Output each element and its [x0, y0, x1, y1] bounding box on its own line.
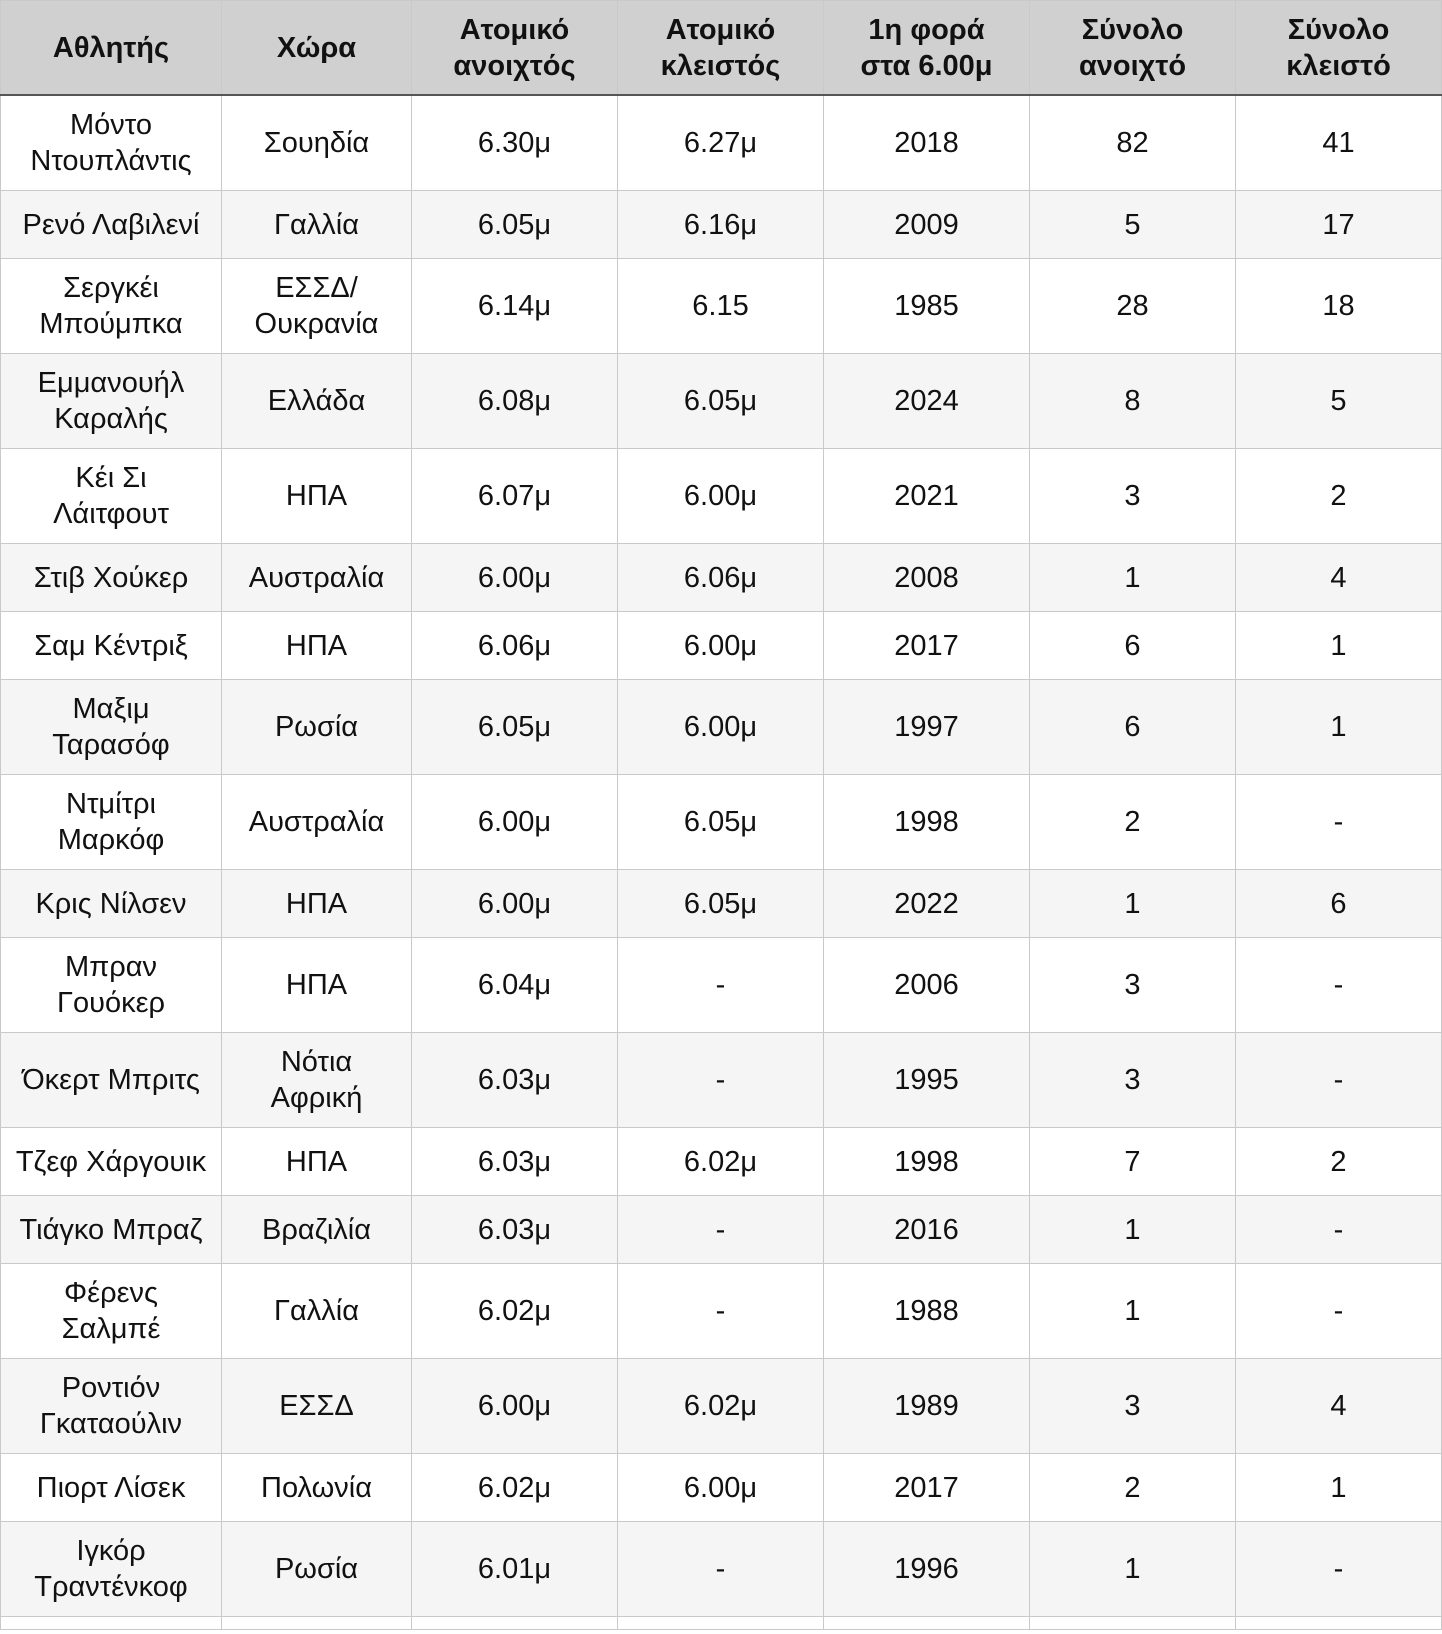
- cell-country: Νότια Αφρική: [222, 1033, 412, 1128]
- table-row: [1, 1359, 1442, 1454]
- cell-empty: [824, 1617, 1030, 1630]
- cell-personal-best-indoor: -: [618, 1264, 824, 1359]
- cell-personal-best-outdoor: 6.00μ: [412, 775, 618, 870]
- cell-country: ΗΠΑ: [222, 870, 412, 938]
- cell-total-outdoor: 2: [1030, 1454, 1236, 1522]
- cell-first-time-6m: 1996: [824, 1522, 1030, 1617]
- cell-empty: [222, 1617, 412, 1630]
- cell-total-indoor: -: [1236, 938, 1442, 1033]
- cell-total-outdoor: 3: [1030, 1033, 1236, 1128]
- cell-country: Σουηδία: [222, 95, 412, 191]
- cell-country: ΗΠΑ: [222, 612, 412, 680]
- cell-personal-best-outdoor: 6.07μ: [412, 449, 618, 544]
- cell-personal-best-outdoor: 6.03μ: [412, 1128, 618, 1196]
- table-row: [1, 354, 1442, 449]
- table-row: [1, 612, 1442, 680]
- cell-total-outdoor: 3: [1030, 1359, 1236, 1454]
- cell-country: ΗΠΑ: [222, 1128, 412, 1196]
- table-row: [1, 544, 1442, 612]
- table-row: [1, 259, 1442, 354]
- cell-personal-best-indoor: -: [618, 1033, 824, 1128]
- cell-total-outdoor: 1: [1030, 1196, 1236, 1264]
- cell-personal-best-outdoor: 6.05μ: [412, 680, 618, 775]
- cell-personal-best-indoor: 6.05μ: [618, 775, 824, 870]
- table-row: [1, 449, 1442, 544]
- table-row-partial: [1, 1617, 1442, 1630]
- cell-personal-best-outdoor: 6.03μ: [412, 1196, 618, 1264]
- cell-total-outdoor: 28: [1030, 259, 1236, 354]
- cell-athlete: Κρις Νίλσεν: [1, 870, 222, 938]
- cell-empty: [618, 1617, 824, 1630]
- cell-personal-best-outdoor: 6.03μ: [412, 1033, 618, 1128]
- cell-personal-best-indoor: 6.05μ: [618, 354, 824, 449]
- cell-total-outdoor: 3: [1030, 938, 1236, 1033]
- cell-athlete: Εμμανουήλ Καραλής: [1, 354, 222, 449]
- column-header-athlete: Αθλητής: [1, 1, 222, 96]
- cell-country: Γαλλία: [222, 1264, 412, 1359]
- table-row: [1, 1196, 1442, 1264]
- cell-first-time-6m: 2016: [824, 1196, 1030, 1264]
- cell-athlete: Μόντο Ντουπλάντις: [1, 95, 222, 191]
- cell-personal-best-indoor: 6.16μ: [618, 191, 824, 259]
- cell-total-indoor: -: [1236, 1196, 1442, 1264]
- cell-country: Ρωσία: [222, 1522, 412, 1617]
- column-header-personal-best-outdoor: Ατομικό ανοιχτός: [412, 1, 618, 96]
- cell-empty: [1, 1617, 222, 1630]
- table-row: [1, 1454, 1442, 1522]
- cell-country: ΕΣΣΔ: [222, 1359, 412, 1454]
- cell-first-time-6m: 1998: [824, 775, 1030, 870]
- cell-athlete: Φέρενς Σαλμπέ: [1, 1264, 222, 1359]
- cell-personal-best-indoor: 6.27μ: [618, 95, 824, 191]
- cell-first-time-6m: 2017: [824, 612, 1030, 680]
- cell-total-outdoor: 1: [1030, 1522, 1236, 1617]
- cell-personal-best-indoor: 6.02μ: [618, 1128, 824, 1196]
- table-row: [1, 1128, 1442, 1196]
- cell-personal-best-indoor: -: [618, 1522, 824, 1617]
- cell-total-outdoor: 1: [1030, 870, 1236, 938]
- table-row: [1, 191, 1442, 259]
- cell-athlete: Ρενό Λαβιλενί: [1, 191, 222, 259]
- cell-first-time-6m: 2018: [824, 95, 1030, 191]
- cell-first-time-6m: 1988: [824, 1264, 1030, 1359]
- cell-personal-best-outdoor: 6.02μ: [412, 1454, 618, 1522]
- cell-first-time-6m: 1985: [824, 259, 1030, 354]
- cell-total-outdoor: 3: [1030, 449, 1236, 544]
- cell-personal-best-indoor: -: [618, 938, 824, 1033]
- cell-first-time-6m: 2006: [824, 938, 1030, 1033]
- cell-first-time-6m: 1997: [824, 680, 1030, 775]
- cell-athlete: Τζεφ Χάργουικ: [1, 1128, 222, 1196]
- cell-total-indoor: 18: [1236, 259, 1442, 354]
- cell-personal-best-outdoor: 6.00μ: [412, 544, 618, 612]
- cell-athlete: Όκερτ Μπριτς: [1, 1033, 222, 1128]
- cell-athlete: Ροντιόν Γκαταούλιν: [1, 1359, 222, 1454]
- cell-first-time-6m: 2021: [824, 449, 1030, 544]
- table-row: [1, 870, 1442, 938]
- cell-athlete: Κέι Σι Λάιτφουτ: [1, 449, 222, 544]
- cell-total-indoor: -: [1236, 775, 1442, 870]
- cell-personal-best-outdoor: 6.14μ: [412, 259, 618, 354]
- cell-personal-best-indoor: 6.00μ: [618, 449, 824, 544]
- cell-first-time-6m: 2017: [824, 1454, 1030, 1522]
- cell-total-indoor: 4: [1236, 1359, 1442, 1454]
- column-header-country: Χώρα: [222, 1, 412, 96]
- cell-total-outdoor: 1: [1030, 1264, 1236, 1359]
- table-row: [1, 1264, 1442, 1359]
- cell-total-indoor: 2: [1236, 449, 1442, 544]
- cell-personal-best-outdoor: 6.06μ: [412, 612, 618, 680]
- cell-personal-best-outdoor: 6.08μ: [412, 354, 618, 449]
- table-row: [1, 680, 1442, 775]
- cell-empty: [1236, 1617, 1442, 1630]
- cell-first-time-6m: 2009: [824, 191, 1030, 259]
- column-header-first-time-6m: 1η φορά στα 6.00μ: [824, 1, 1030, 96]
- cell-total-indoor: -: [1236, 1264, 1442, 1359]
- cell-total-outdoor: 2: [1030, 775, 1236, 870]
- cell-personal-best-indoor: 6.02μ: [618, 1359, 824, 1454]
- table-row: [1, 1522, 1442, 1617]
- table-row: [1, 938, 1442, 1033]
- cell-personal-best-indoor: -: [618, 1196, 824, 1264]
- cell-total-outdoor: 7: [1030, 1128, 1236, 1196]
- cell-total-indoor: -: [1236, 1033, 1442, 1128]
- cell-athlete: Πιορτ Λίσεκ: [1, 1454, 222, 1522]
- cell-total-indoor: 1: [1236, 680, 1442, 775]
- table-row: [1, 95, 1442, 191]
- cell-athlete: Ιγκόρ Τραντένκοφ: [1, 1522, 222, 1617]
- cell-personal-best-indoor: 6.00μ: [618, 680, 824, 775]
- cell-first-time-6m: 2022: [824, 870, 1030, 938]
- cell-total-indoor: 1: [1236, 1454, 1442, 1522]
- cell-athlete: Τιάγκο Μπραζ: [1, 1196, 222, 1264]
- cell-total-indoor: 6: [1236, 870, 1442, 938]
- cell-country: Βραζιλία: [222, 1196, 412, 1264]
- cell-personal-best-indoor: 6.06μ: [618, 544, 824, 612]
- cell-country: Ρωσία: [222, 680, 412, 775]
- cell-empty: [1030, 1617, 1236, 1630]
- cell-personal-best-outdoor: 6.04μ: [412, 938, 618, 1033]
- cell-athlete: Σαμ Κέντριξ: [1, 612, 222, 680]
- cell-athlete: Μπραν Γουόκερ: [1, 938, 222, 1033]
- cell-country: ΗΠΑ: [222, 449, 412, 544]
- cell-personal-best-outdoor: 6.05μ: [412, 191, 618, 259]
- cell-first-time-6m: 2024: [824, 354, 1030, 449]
- cell-country: Γαλλία: [222, 191, 412, 259]
- cell-country: Αυστραλία: [222, 775, 412, 870]
- table-row: [1, 1033, 1442, 1128]
- cell-country: Ελλάδα: [222, 354, 412, 449]
- cell-total-indoor: 17: [1236, 191, 1442, 259]
- cell-country: ΕΣΣΔ/ Ουκρανία: [222, 259, 412, 354]
- cell-personal-best-indoor: 6.15: [618, 259, 824, 354]
- column-header-total-outdoor: Σύνολο ανοιχτό: [1030, 1, 1236, 96]
- cell-total-outdoor: 1: [1030, 544, 1236, 612]
- cell-athlete: Σεργκέι Μπούμπκα: [1, 259, 222, 354]
- cell-total-outdoor: 6: [1030, 680, 1236, 775]
- table-row: [1, 775, 1442, 870]
- cell-total-outdoor: 82: [1030, 95, 1236, 191]
- cell-personal-best-outdoor: 6.02μ: [412, 1264, 618, 1359]
- cell-total-indoor: 4: [1236, 544, 1442, 612]
- cell-country: Πολωνία: [222, 1454, 412, 1522]
- column-header-personal-best-indoor: Ατομικό κλειστός: [618, 1, 824, 96]
- cell-first-time-6m: 1989: [824, 1359, 1030, 1454]
- cell-country: ΗΠΑ: [222, 938, 412, 1033]
- cell-personal-best-indoor: 6.05μ: [618, 870, 824, 938]
- column-header-total-indoor: Σύνολο κλειστό: [1236, 1, 1442, 96]
- cell-country: Αυστραλία: [222, 544, 412, 612]
- cell-personal-best-outdoor: 6.30μ: [412, 95, 618, 191]
- cell-total-outdoor: 8: [1030, 354, 1236, 449]
- cell-personal-best-outdoor: 6.00μ: [412, 1359, 618, 1454]
- cell-first-time-6m: 1998: [824, 1128, 1030, 1196]
- cell-athlete: Ντμίτρι Μαρκόφ: [1, 775, 222, 870]
- table-header-row: [1, 1, 1442, 96]
- cell-personal-best-outdoor: 6.00μ: [412, 870, 618, 938]
- cell-total-indoor: 5: [1236, 354, 1442, 449]
- cell-personal-best-indoor: 6.00μ: [618, 612, 824, 680]
- cell-total-indoor: 1: [1236, 612, 1442, 680]
- cell-total-outdoor: 6: [1030, 612, 1236, 680]
- cell-first-time-6m: 1995: [824, 1033, 1030, 1128]
- cell-total-outdoor: 5: [1030, 191, 1236, 259]
- cell-first-time-6m: 2008: [824, 544, 1030, 612]
- cell-empty: [412, 1617, 618, 1630]
- cell-personal-best-outdoor: 6.01μ: [412, 1522, 618, 1617]
- cell-personal-best-indoor: 6.00μ: [618, 1454, 824, 1522]
- cell-total-indoor: 41: [1236, 95, 1442, 191]
- cell-athlete: Μαξιμ Ταρασόφ: [1, 680, 222, 775]
- cell-athlete: Στιβ Χούκερ: [1, 544, 222, 612]
- cell-total-indoor: 2: [1236, 1128, 1442, 1196]
- cell-total-indoor: -: [1236, 1522, 1442, 1617]
